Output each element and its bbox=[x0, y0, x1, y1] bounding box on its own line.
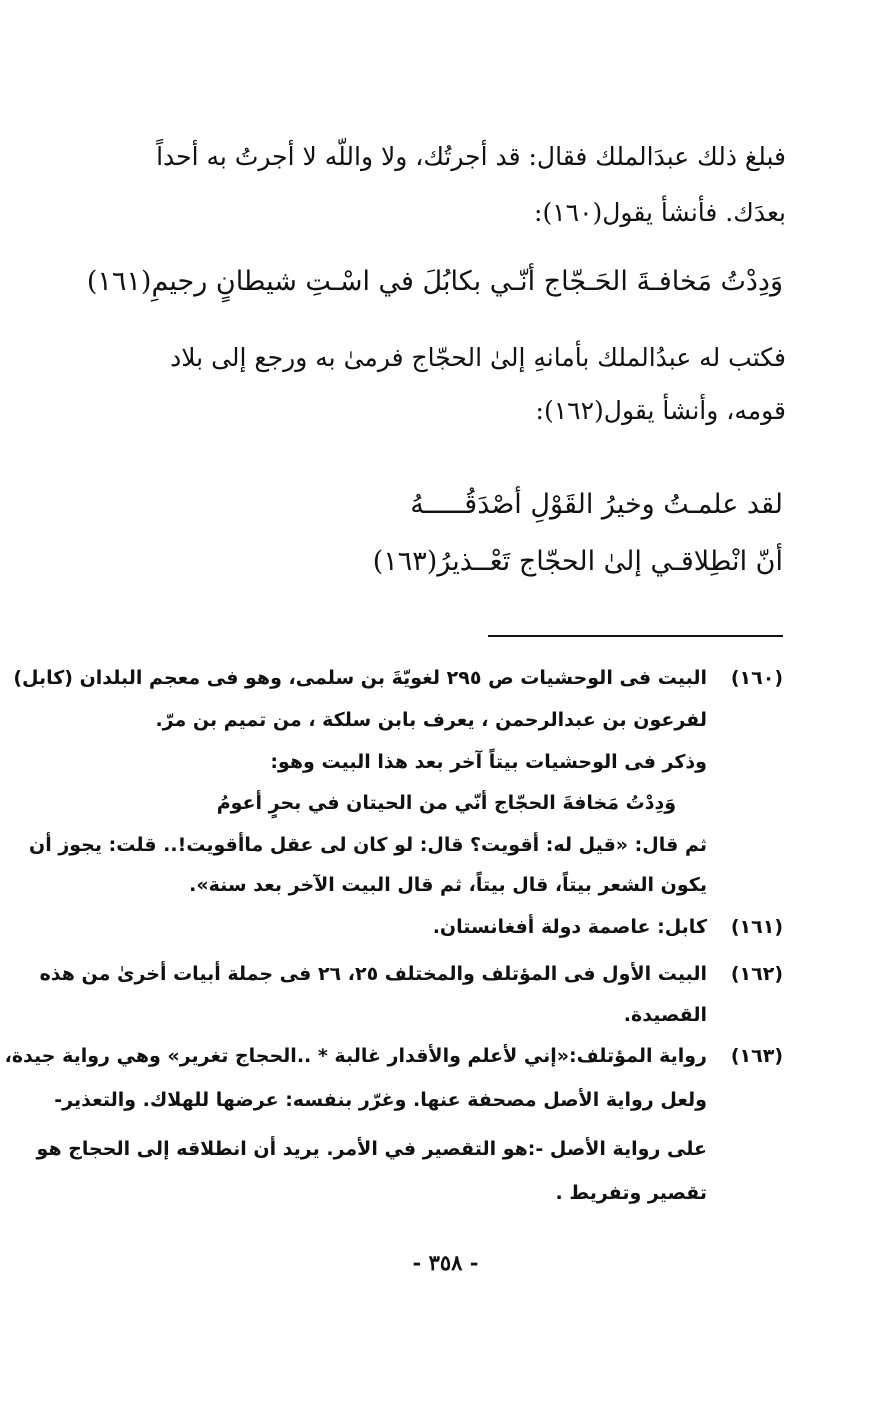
footnote-line: ولعل رواية الأصل مصحفة عنها. وغرّر بنفسه: عرضها للهلاك. والتعذير- bbox=[54, 1089, 707, 1111]
page-number: - ٣٥٨ - bbox=[412, 1250, 479, 1275]
body-line: قومه، وأنشأ يقول(١٦٢): bbox=[535, 396, 786, 425]
footnote-line: القصيدة. bbox=[623, 1004, 707, 1026]
body-line: فكتب له عبدُالملك بأمانهِ إلىٰ الحجّاج فرمىٰ به ورجع إلى بلاد bbox=[170, 343, 786, 372]
footnote-line: البيت الأول فى المؤتلف والمختلف ٢٥، ٢٦ فى جملة أبيات أخرىٰ من هذه bbox=[39, 963, 707, 985]
footnote-number: (١٦١) bbox=[730, 916, 783, 938]
footnote-line: كابل: عاصمة دولة أفغانستان. bbox=[432, 916, 707, 938]
verse-line: أنّ انْطِلاقـي إلىٰ الحجّاج تَعْــذيرُ(١٦٣) bbox=[372, 546, 783, 577]
body-line: بعدَك. فأنشأ يقول(١٦٠): bbox=[534, 198, 786, 227]
footnote-divider bbox=[488, 635, 783, 637]
footnote-line: تقصير وتفريط . bbox=[555, 1182, 707, 1204]
footnote-line: رواية المؤتلف:«إني لأعلم والأقدار غالبة * ..الحجاج تغرير» وهي رواية جيدة، bbox=[4, 1045, 707, 1067]
footnote-line: البيت فى الوحشيات ص ٢٩٥ لغويّةَ بن سلمى، وهو فى معجم البلدان (كابل) bbox=[13, 667, 707, 689]
footnote-line: يكون الشعر بيتاً، قال بيتاً، ثم قال البيت الآخر بعد سنة». bbox=[189, 874, 707, 896]
footnote-line: لفرعون بن عبدالرحمن ، يعرف بابن سلكة ، من تميم بن مرّ. bbox=[155, 709, 707, 731]
footnote-number: (١٦٣) bbox=[730, 1045, 783, 1067]
verse-line: وَدِدْتُ مَخافـةَ الحَـجّاج أنّـي بكابُلَ في اسْـتِ شيطانٍ رجيمِ(١٦١) bbox=[86, 266, 783, 297]
footnote-line: وذكر فى الوحشيات بيتاً آخر بعد هذا البيت وهو: bbox=[270, 751, 707, 773]
footnote-verse: وَدِدْتُ مَخافةَ الحجّاج أنّي من الحيتان في بحرٍ أعومُ bbox=[216, 792, 676, 814]
verse-line: لقد علمـتُ وخيرُ القَوْلِ أصْدَقُـــــهُ bbox=[410, 489, 783, 520]
footnote-number: (١٦٠) bbox=[730, 667, 783, 689]
body-line: فبلغ ذلك عبدَالملك فقال: قد أجرتُك، ولا واللّه لا أجرتُ به أحداً bbox=[156, 142, 786, 171]
footnote-line: على رواية الأصل -:هو التقصير في الأمر. يريد أن انطلاقه إلى الحجاج هو bbox=[36, 1138, 707, 1160]
footnote-number: (١٦٢) bbox=[730, 963, 783, 985]
footnote-line: ثم قال: «قيل له: أقويت؟ قال: لو كان لى عقل ماأقويت!.. قلت: يجوز أن bbox=[28, 834, 707, 856]
